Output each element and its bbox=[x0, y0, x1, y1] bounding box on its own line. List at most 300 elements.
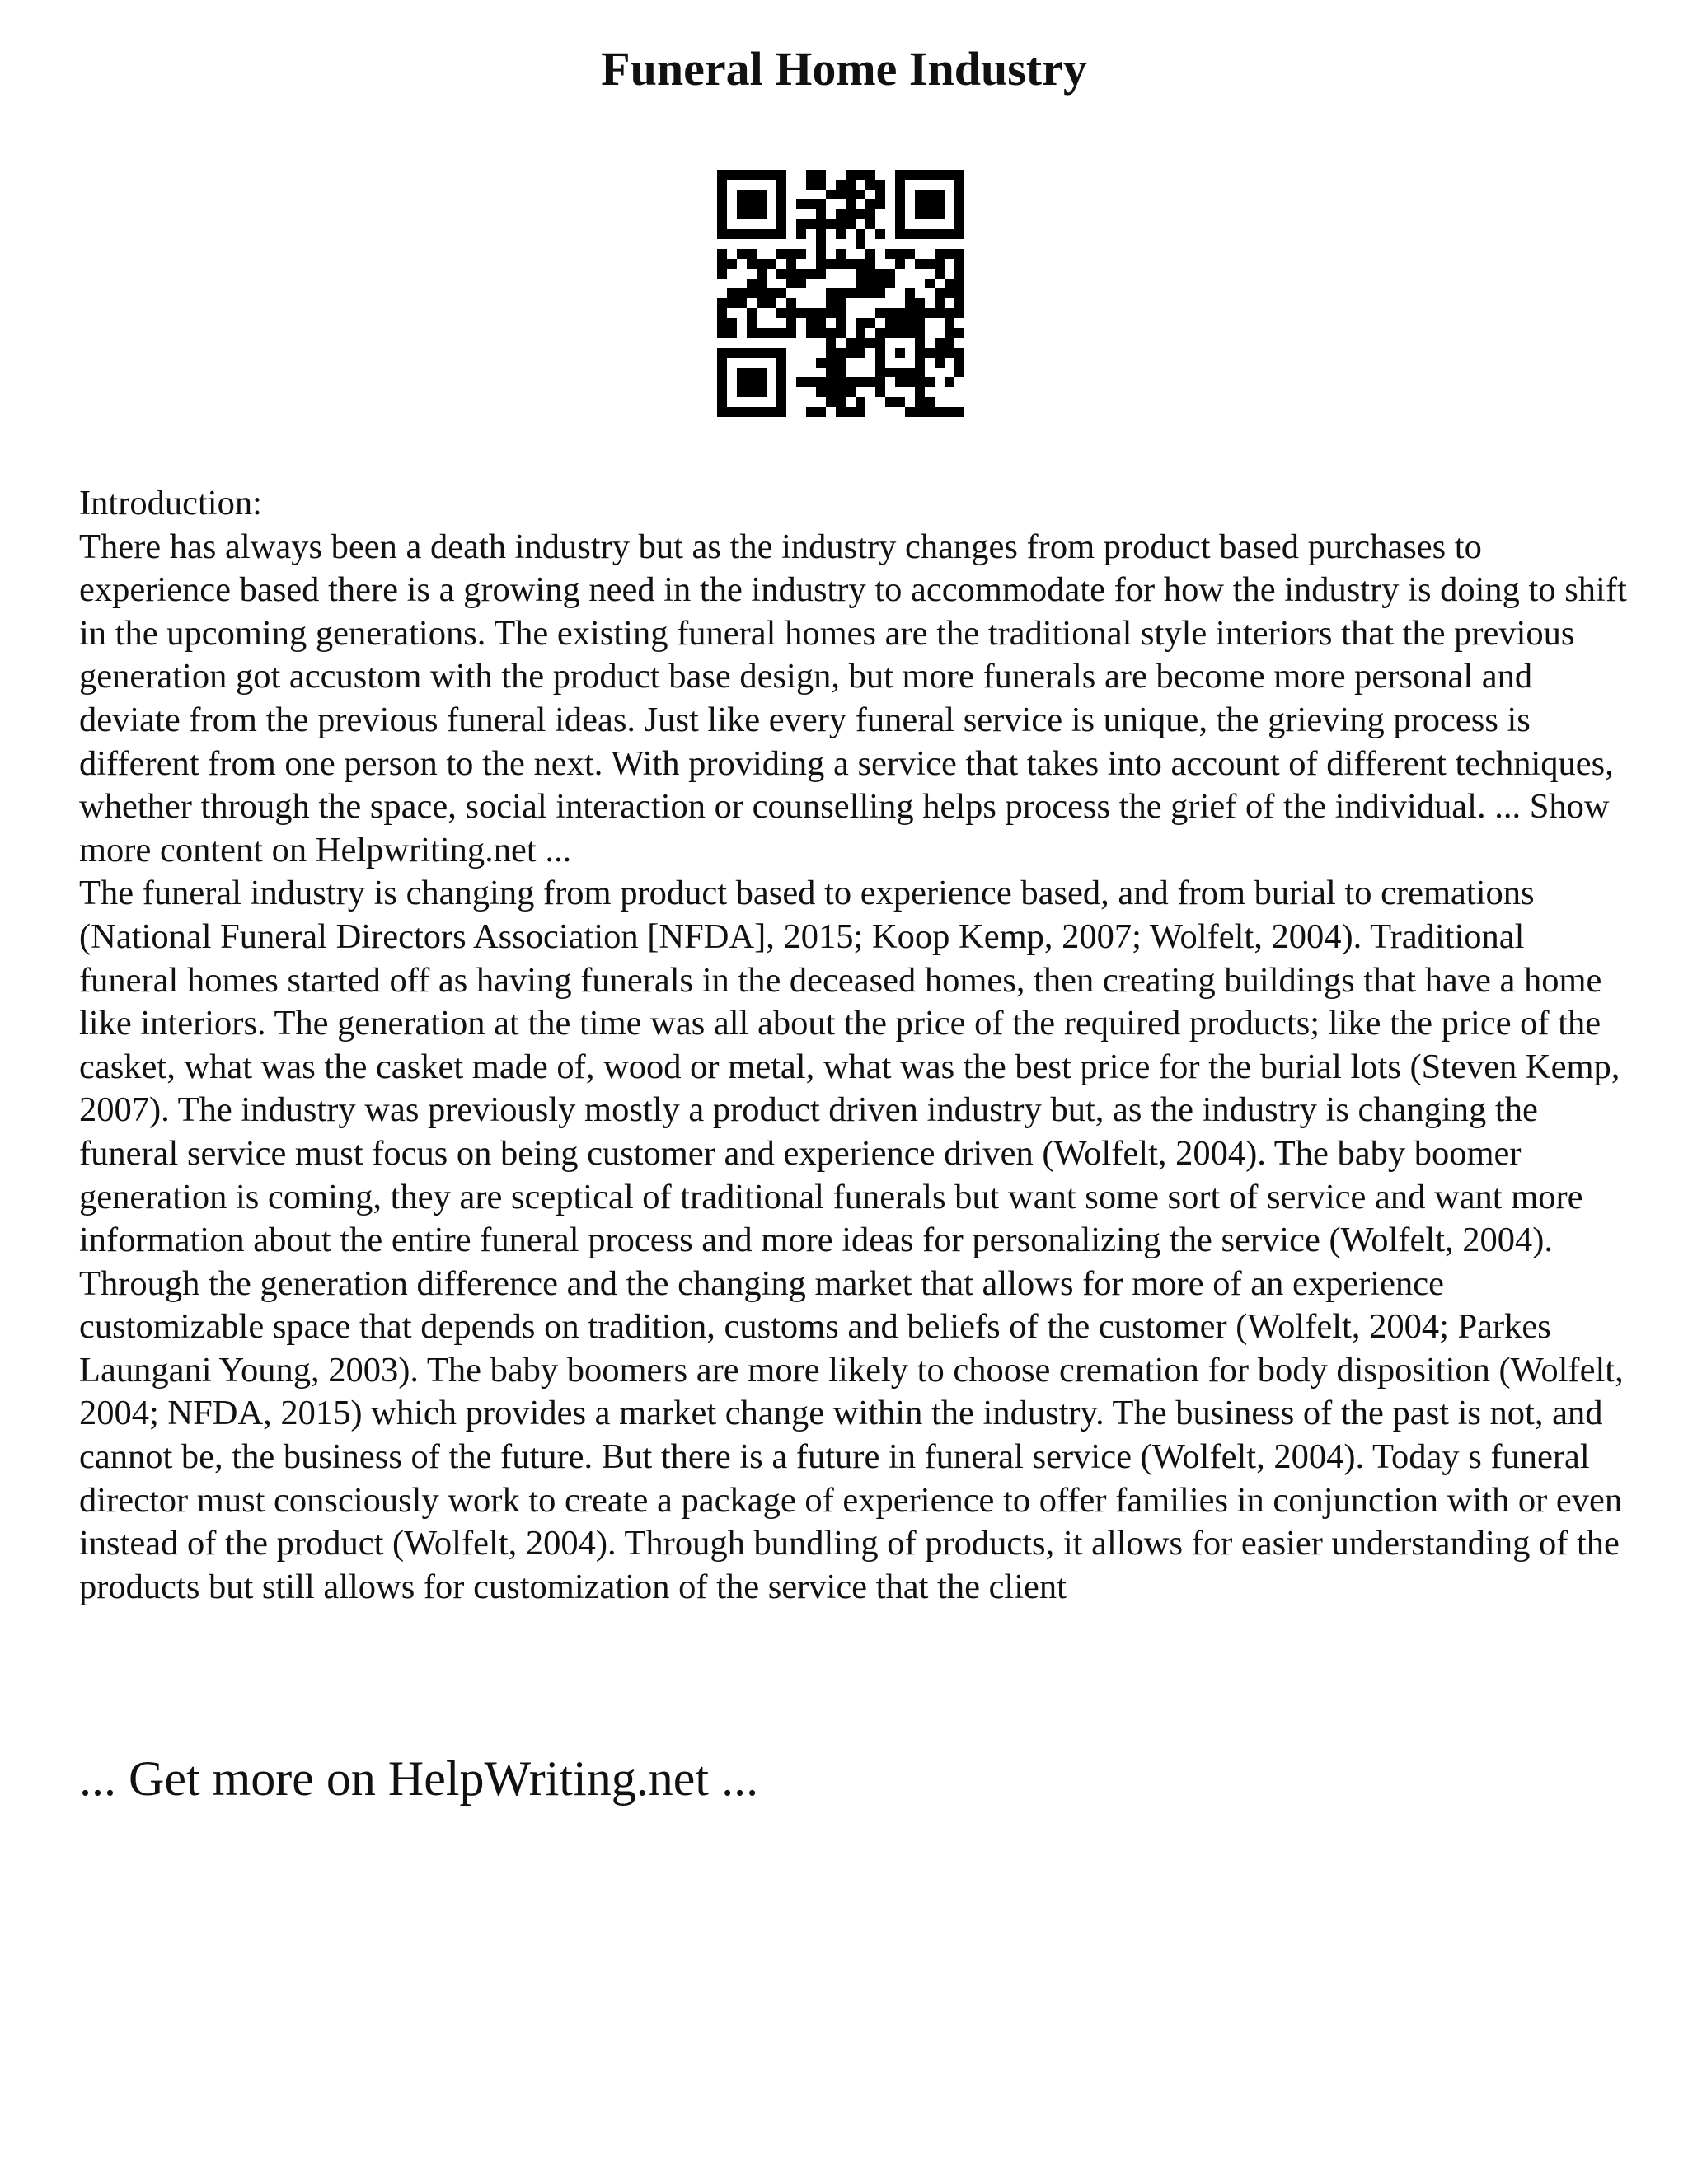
qr-module bbox=[727, 229, 737, 239]
qr-module bbox=[885, 368, 895, 377]
qr-module bbox=[875, 377, 885, 387]
qr-module bbox=[915, 259, 925, 269]
qr-module bbox=[776, 229, 786, 239]
qr-module bbox=[747, 387, 757, 397]
qr-module bbox=[816, 328, 826, 338]
qr-module bbox=[737, 407, 747, 417]
qr-module bbox=[767, 259, 776, 269]
qr-module bbox=[885, 328, 895, 338]
qr-module bbox=[865, 259, 875, 269]
qr-module bbox=[905, 377, 915, 387]
qr-module bbox=[875, 279, 885, 288]
qr-module bbox=[826, 377, 836, 387]
qr-module bbox=[935, 170, 945, 180]
qr-module bbox=[935, 229, 945, 239]
qr-module bbox=[895, 199, 905, 209]
qr-module bbox=[757, 259, 767, 269]
qr-module bbox=[826, 328, 836, 338]
qr-module bbox=[954, 219, 964, 229]
qr-module bbox=[816, 180, 826, 190]
qr-module bbox=[935, 190, 945, 199]
qr-module bbox=[816, 229, 826, 239]
intro-heading: Introduction: bbox=[79, 484, 262, 523]
qr-module bbox=[905, 170, 915, 180]
qr-module bbox=[935, 338, 945, 348]
qr-module bbox=[737, 170, 747, 180]
qr-module bbox=[865, 377, 875, 387]
qr-module bbox=[776, 368, 786, 377]
qr-module bbox=[846, 180, 856, 190]
qr-module bbox=[776, 288, 786, 298]
qr-module bbox=[816, 377, 826, 387]
qr-module bbox=[816, 219, 826, 229]
qr-module bbox=[717, 219, 727, 229]
qr-module bbox=[915, 407, 925, 417]
qr-module bbox=[717, 259, 727, 269]
qr-module bbox=[954, 288, 964, 298]
qr-module bbox=[905, 298, 915, 308]
qr-module bbox=[954, 190, 964, 199]
qr-module bbox=[846, 190, 856, 199]
qr-module bbox=[915, 377, 925, 387]
qr-module bbox=[767, 229, 776, 239]
qr-module bbox=[747, 190, 757, 199]
qr-module bbox=[796, 219, 806, 229]
qr-module bbox=[865, 219, 875, 229]
qr-module bbox=[826, 219, 836, 229]
qr-module bbox=[945, 338, 954, 348]
qr-module bbox=[717, 387, 727, 397]
qr-module bbox=[796, 249, 806, 259]
qr-module bbox=[875, 348, 885, 358]
qr-module bbox=[875, 358, 885, 368]
qr-module bbox=[737, 298, 747, 308]
qr-module bbox=[717, 368, 727, 377]
qr-module bbox=[826, 259, 836, 269]
qr-module bbox=[895, 180, 905, 190]
qr-module bbox=[935, 358, 945, 368]
qr-module bbox=[836, 348, 846, 358]
qr-module bbox=[826, 298, 836, 308]
qr-module bbox=[826, 338, 836, 348]
qr-module bbox=[727, 170, 737, 180]
qr-module bbox=[767, 298, 776, 308]
qr-module bbox=[776, 358, 786, 368]
qr-module bbox=[737, 348, 747, 358]
qr-module bbox=[727, 298, 737, 308]
qr-module bbox=[806, 308, 816, 318]
qr-module bbox=[757, 407, 767, 417]
qr-module bbox=[925, 348, 935, 358]
qr-module bbox=[836, 328, 846, 338]
get-more-link[interactable]: ... Get more on HelpWriting.net ... bbox=[79, 1751, 759, 1806]
qr-module bbox=[757, 298, 767, 308]
qr-module bbox=[865, 249, 875, 259]
qr-module bbox=[816, 199, 826, 209]
qr-module bbox=[856, 190, 865, 199]
qr-module bbox=[727, 259, 737, 269]
qr-module bbox=[846, 259, 856, 269]
qr-module bbox=[905, 318, 915, 328]
qr-module bbox=[747, 199, 757, 209]
qr-module bbox=[747, 249, 757, 259]
qr-module bbox=[945, 279, 954, 288]
qr-module bbox=[747, 259, 757, 269]
qr-module bbox=[915, 358, 925, 368]
qr-module bbox=[816, 318, 826, 328]
qr-module bbox=[717, 308, 727, 318]
qr-module bbox=[945, 229, 954, 239]
qr-module bbox=[786, 269, 796, 279]
qr-module bbox=[895, 328, 905, 338]
qr-module bbox=[895, 190, 905, 199]
qr-module bbox=[925, 190, 935, 199]
qr-module bbox=[816, 170, 826, 180]
qr-module bbox=[935, 209, 945, 219]
qr-module bbox=[727, 407, 737, 417]
qr-module bbox=[945, 328, 954, 338]
qr-module bbox=[806, 328, 816, 338]
qr-module bbox=[796, 308, 806, 318]
qr-module bbox=[925, 259, 935, 269]
qr-module bbox=[816, 387, 826, 397]
qr-module bbox=[856, 377, 865, 387]
qr-module bbox=[954, 229, 964, 239]
qr-module bbox=[816, 308, 826, 318]
qr-module bbox=[865, 288, 875, 298]
qr-module bbox=[895, 348, 905, 358]
qr-module bbox=[846, 387, 856, 397]
qr-module bbox=[806, 180, 816, 190]
qr-module bbox=[717, 377, 727, 387]
qr-module bbox=[935, 269, 945, 279]
qr-module bbox=[816, 269, 826, 279]
qr-module bbox=[935, 259, 945, 269]
qr-module bbox=[856, 338, 865, 348]
qr-module bbox=[717, 298, 727, 308]
qr-module bbox=[915, 298, 925, 308]
qr-module bbox=[885, 279, 895, 288]
qr-module bbox=[954, 259, 964, 269]
qr-module bbox=[895, 209, 905, 219]
qr-module bbox=[717, 180, 727, 190]
qr-module bbox=[865, 269, 875, 279]
qr-module bbox=[905, 407, 915, 417]
qr-module bbox=[885, 269, 895, 279]
qr-module bbox=[836, 288, 846, 298]
qr-module bbox=[846, 288, 856, 298]
qr-module bbox=[806, 377, 816, 387]
qr-module bbox=[747, 229, 757, 239]
qr-module bbox=[727, 288, 737, 298]
qr-module bbox=[786, 318, 796, 328]
qr-module bbox=[954, 328, 964, 338]
qr-module bbox=[757, 377, 767, 387]
qr-module bbox=[737, 199, 747, 209]
qr-module bbox=[767, 328, 776, 338]
qr-module bbox=[826, 348, 836, 358]
qr-module bbox=[826, 308, 836, 318]
qr-module bbox=[747, 170, 757, 180]
qr-module bbox=[737, 190, 747, 199]
qr-module bbox=[856, 170, 865, 180]
qr-module bbox=[717, 209, 727, 219]
qr-module bbox=[717, 318, 727, 328]
qr-module bbox=[954, 308, 964, 318]
qr-module bbox=[954, 348, 964, 358]
qr-module bbox=[895, 377, 905, 387]
qr-module bbox=[717, 407, 727, 417]
qr-module bbox=[856, 318, 865, 328]
qr-module bbox=[796, 229, 806, 239]
qr-module bbox=[915, 368, 925, 377]
qr-module bbox=[945, 249, 954, 259]
qr-module bbox=[776, 180, 786, 190]
qr-module bbox=[895, 229, 905, 239]
qr-module bbox=[875, 199, 885, 209]
qr-module bbox=[747, 328, 757, 338]
qr-module bbox=[747, 288, 757, 298]
qr-module bbox=[954, 358, 964, 368]
qr-module bbox=[945, 348, 954, 358]
qr-module bbox=[757, 387, 767, 397]
qr-module bbox=[717, 348, 727, 358]
qr-module bbox=[895, 308, 905, 318]
qr-module bbox=[865, 209, 875, 219]
qr-module bbox=[915, 338, 925, 348]
qr-module bbox=[865, 279, 875, 288]
qr-module bbox=[945, 377, 954, 387]
qr-module bbox=[836, 180, 846, 190]
qr-module bbox=[954, 407, 964, 417]
qr-module bbox=[806, 170, 816, 180]
qr-module bbox=[796, 279, 806, 288]
qr-module bbox=[836, 407, 846, 417]
qr-module bbox=[717, 170, 727, 180]
qr-module bbox=[786, 249, 796, 259]
qr-module bbox=[717, 199, 727, 209]
qr-module bbox=[816, 249, 826, 259]
qr-module bbox=[895, 368, 905, 377]
qr-module bbox=[895, 249, 905, 259]
qr-module bbox=[954, 368, 964, 377]
qr-module bbox=[954, 249, 964, 259]
qr-module bbox=[915, 209, 925, 219]
paragraph-1: There has always been a death industry but as the industry changes from product based purchases to experience based there is a growing need in the industry to accommodate for how the industry is doing to shift in the upcoming generations. The existing funeral homes are the traditional style interiors that the previous generation got accustom with the product base design, but more funerals are become more personal and deviate from the previous funeral ideas. Just like every funeral service is unique, the grieving process is different from one person to the next. With providing a service that takes into account of different techniques, whether through the space, social interaction or counselling helps process the grief of the individual. ... Show more content on Helpwriting.net ... bbox=[79, 527, 1627, 869]
qr-module bbox=[945, 318, 954, 328]
qr-module bbox=[905, 328, 915, 338]
qr-module bbox=[875, 328, 885, 338]
qr-module bbox=[856, 239, 865, 249]
qr-module bbox=[747, 279, 757, 288]
qr-module bbox=[954, 170, 964, 180]
qr-module bbox=[806, 318, 816, 328]
qr-module bbox=[727, 328, 737, 338]
qr-module bbox=[757, 229, 767, 239]
qr-module bbox=[935, 308, 945, 318]
qr-module bbox=[786, 328, 796, 338]
qr-module bbox=[935, 249, 945, 259]
qr-module bbox=[757, 209, 767, 219]
qr-module bbox=[806, 199, 816, 209]
qr-module bbox=[915, 229, 925, 239]
qr-module bbox=[776, 407, 786, 417]
qr-module bbox=[836, 219, 846, 229]
qr-module bbox=[717, 328, 727, 338]
qr-module bbox=[885, 397, 895, 407]
qr-module bbox=[786, 308, 796, 318]
qr-module bbox=[856, 348, 865, 358]
qr-module bbox=[905, 229, 915, 239]
qr-module bbox=[954, 279, 964, 288]
qr-module bbox=[737, 249, 747, 259]
qr-module bbox=[747, 318, 757, 328]
qr-module bbox=[737, 229, 747, 239]
qr-module bbox=[895, 170, 905, 180]
qr-module bbox=[865, 170, 875, 180]
qr-module bbox=[856, 397, 865, 407]
qr-module bbox=[915, 199, 925, 209]
qr-module bbox=[885, 308, 895, 318]
qr-module bbox=[747, 368, 757, 377]
qr-module bbox=[767, 288, 776, 298]
qr-module bbox=[915, 387, 925, 397]
qr-module bbox=[846, 377, 856, 387]
qr-module bbox=[895, 397, 905, 407]
qr-module bbox=[875, 229, 885, 239]
qr-module bbox=[757, 328, 767, 338]
qr-module bbox=[826, 397, 836, 407]
qr-module bbox=[954, 209, 964, 219]
qr-module bbox=[786, 298, 796, 308]
qr-module bbox=[836, 229, 846, 239]
qr-module bbox=[846, 407, 856, 417]
qr-module bbox=[895, 219, 905, 229]
qr-module bbox=[757, 269, 767, 279]
document-body bbox=[79, 482, 1629, 1609]
qr-module bbox=[856, 259, 865, 269]
qr-module bbox=[757, 348, 767, 358]
qr-module bbox=[915, 318, 925, 328]
qr-module bbox=[737, 209, 747, 219]
qr-module bbox=[846, 348, 856, 358]
qr-module bbox=[856, 288, 865, 298]
qr-module bbox=[895, 318, 905, 328]
qr-module bbox=[905, 368, 915, 377]
qr-module bbox=[836, 209, 846, 219]
qr-module bbox=[856, 279, 865, 288]
qr-module bbox=[816, 239, 826, 249]
qr-module bbox=[757, 190, 767, 199]
qr-module bbox=[856, 328, 865, 338]
qr-module bbox=[836, 298, 846, 308]
qr-module bbox=[776, 387, 786, 397]
qr-module bbox=[776, 377, 786, 387]
qr-code-icon bbox=[717, 170, 964, 417]
qr-module bbox=[856, 407, 865, 417]
qr-module bbox=[806, 219, 816, 229]
qr-module bbox=[954, 269, 964, 279]
document-title: Funeral Home Industry bbox=[601, 42, 1087, 96]
qr-module bbox=[767, 348, 776, 358]
qr-module bbox=[836, 190, 846, 199]
qr-module bbox=[945, 170, 954, 180]
qr-module bbox=[935, 199, 945, 209]
qr-module bbox=[935, 407, 945, 417]
qr-module bbox=[925, 397, 935, 407]
paragraph-2: The funeral industry is changing from product based to experience based, and from burial to cremations (National Funeral Directors Association [NFDA], 2015; Koop Kemp, 2007; Wolfelt, 2004). Traditional funeral homes started off as having funerals in the deceased homes, then creating buildings that have a home like interiors. The generation at the time was all about the price of the required products; like the price of the casket, what was the casket made of, wood or metal, what was the best price for the burial lots (Steven Kemp, 2007). The industry was previously mostly a product driven industry but, as the industry is changing the funeral service must focus on being customer and experience driven (Wolfelt, 2004). The baby boomer generation is coming, they are sceptical of traditional funerals but want some sort of service and want more information about the entire funeral process and more ideas for personalizing the service (Wolfelt, 2004). Through the generation difference and the changing market that allows for more of an experience customizable space that depends on tradition, customs and beliefs of the customer (Wolfelt, 2004; Parkes Laungani Young, 2003). The baby boomers are more likely to choose cremation for body disposition (Wolfelt, 2004; NFDA, 2015) which provides a market change within the industry. The business of the past is not, and cannot be, the business of the future. But there is a future in funeral service (Wolfelt, 2004). Today s funeral director must consciously work to create a package of experience to offer families in conjunction with or even instead of the product (Wolfelt, 2004). Through bundling of products, it allows for easier understanding of the products but still allows for customization of the service that the client bbox=[79, 874, 1624, 1606]
qr-module bbox=[816, 259, 826, 269]
qr-module bbox=[747, 407, 757, 417]
qr-module bbox=[865, 180, 875, 190]
qr-module bbox=[875, 368, 885, 377]
qr-module bbox=[727, 318, 737, 328]
qr-module bbox=[945, 288, 954, 298]
qr-module bbox=[925, 209, 935, 219]
qr-module bbox=[776, 170, 786, 180]
qr-module bbox=[826, 368, 836, 377]
qr-module bbox=[757, 288, 767, 298]
qr-module bbox=[875, 180, 885, 190]
qr-module bbox=[836, 377, 846, 387]
qr-module bbox=[776, 308, 786, 318]
qr-module bbox=[717, 249, 727, 259]
qr-module bbox=[846, 338, 856, 348]
qr-module bbox=[846, 199, 856, 209]
qr-module bbox=[915, 348, 925, 358]
qr-module bbox=[717, 190, 727, 199]
qr-module bbox=[767, 170, 776, 180]
qr-module bbox=[954, 199, 964, 209]
qr-module bbox=[945, 308, 954, 318]
qr-module bbox=[816, 209, 826, 219]
qr-module bbox=[747, 377, 757, 387]
qr-module bbox=[747, 209, 757, 219]
qr-module bbox=[737, 368, 747, 377]
qr-module bbox=[915, 170, 925, 180]
qr-module bbox=[826, 387, 836, 397]
qr-module bbox=[915, 328, 925, 338]
qr-module bbox=[935, 348, 945, 358]
qr-module bbox=[846, 209, 856, 219]
qr-module bbox=[915, 397, 925, 407]
qr-module bbox=[875, 269, 885, 279]
qr-module bbox=[776, 219, 786, 229]
qr-module bbox=[767, 407, 776, 417]
qr-module bbox=[836, 397, 846, 407]
qr-module bbox=[776, 328, 786, 338]
qr-module bbox=[806, 269, 816, 279]
qr-module bbox=[737, 377, 747, 387]
qr-module bbox=[826, 288, 836, 298]
qr-module bbox=[905, 249, 915, 259]
qr-module bbox=[786, 259, 796, 269]
qr-module bbox=[915, 190, 925, 199]
qr-module bbox=[717, 269, 727, 279]
qr-module bbox=[826, 358, 836, 368]
qr-module bbox=[856, 209, 865, 219]
qr-module bbox=[875, 190, 885, 199]
qr-module bbox=[757, 170, 767, 180]
qr-module bbox=[905, 288, 915, 298]
qr-module bbox=[925, 229, 935, 239]
qr-module bbox=[935, 298, 945, 308]
qr-module bbox=[727, 348, 737, 358]
qr-module bbox=[776, 249, 786, 259]
qr-module bbox=[747, 308, 757, 318]
qr-module bbox=[717, 229, 727, 239]
qr-module bbox=[875, 308, 885, 318]
